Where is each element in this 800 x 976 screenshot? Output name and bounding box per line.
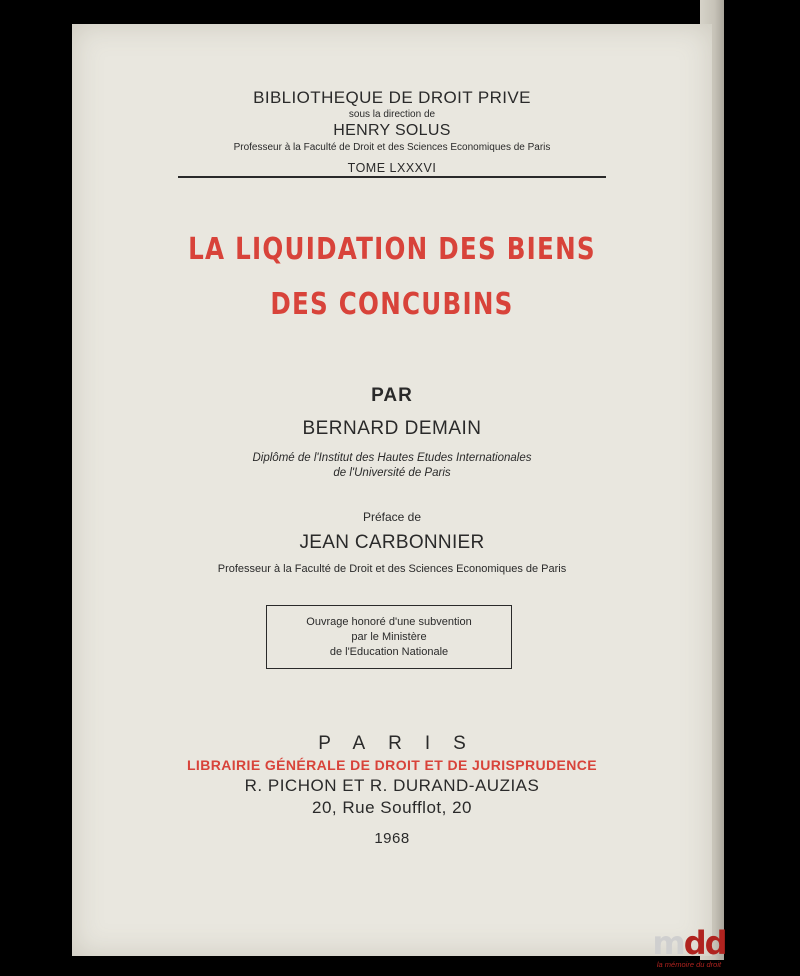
imprint-publisher: LIBRAIRIE GÉNÉRALE DE DROIT ET DE JURISPRUDENCE — [186, 757, 598, 773]
author-name: BERNARD DEMAIN — [302, 418, 482, 439]
series-name: BIBLIOTHEQUE DE DROIT PRIVE — [253, 88, 531, 107]
header-divider — [178, 176, 606, 178]
direction-label: sous la direction de — [348, 109, 436, 120]
logo-mark: mdd — [652, 924, 726, 962]
preface-label: Préface de — [362, 510, 422, 524]
imprint-city: PARIS — [318, 733, 489, 754]
logo-tagline: la mémoire du droit — [656, 960, 722, 969]
subsidy-line-1: Ouvrage honoré d'une subvention — [306, 616, 472, 628]
author-affiliation-1: Diplômé de l'Institut des Hautes Etudes Internationales — [252, 452, 532, 464]
preface-author: JEAN CARBONNIER — [299, 532, 485, 553]
subsidy-line-3: de l'Education Nationale — [329, 646, 449, 658]
book-title-line-1: LA LIQUIDATION DES BIENS — [188, 232, 596, 267]
publication-year: 1968 — [374, 830, 410, 847]
preface-author-title: Professeur à la Faculté de Droit et des Sciences Economiques de Paris — [217, 563, 567, 575]
by-label: PAR — [371, 385, 413, 406]
imprint-publisher-2: R. PICHON ET R. DURAND-AUZIAS — [244, 776, 540, 795]
subsidy-box — [266, 605, 512, 669]
book-cover — [72, 24, 712, 956]
series-director: HENRY SOLUS — [333, 122, 451, 139]
author-affiliation-2: de l'Université de Paris — [333, 467, 451, 479]
tome-number: TOME LXXXVI — [347, 161, 437, 175]
imprint-address: 20, Rue Soufflot, 20 — [312, 798, 472, 817]
mdd-logo — [648, 926, 730, 970]
subsidy-line-2: par le Ministère — [351, 631, 427, 643]
book-title-line-2: DES CONCUBINS — [270, 287, 514, 322]
series-director-title: Professeur à la Faculté de Droit et des Sciences Economiques de Paris — [233, 142, 551, 153]
